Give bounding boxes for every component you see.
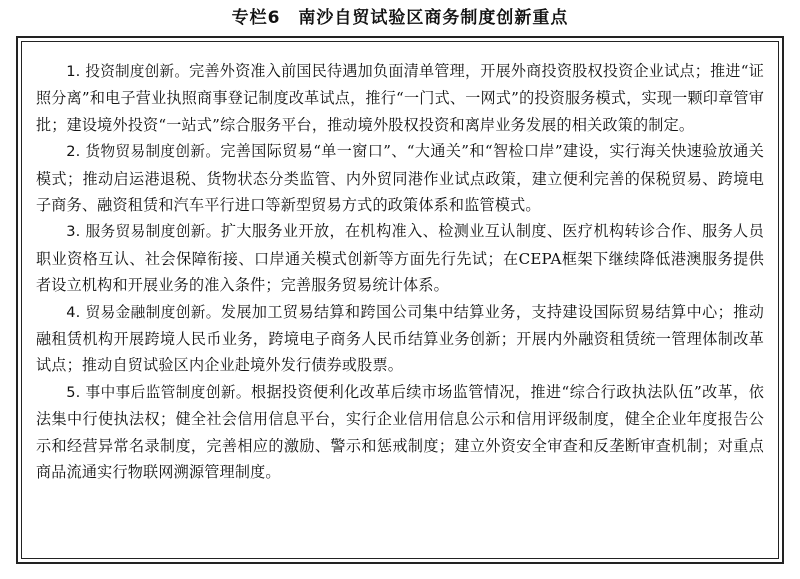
item-trade-finance bbox=[36, 299, 764, 379]
item-service-trade bbox=[36, 218, 764, 298]
item-text: 发展加工贸易结算和跨国公司集中结算业务，支持建设国际贸易结算中心；推动融租赁机构开展跨境人民币业务，跨境电子商务人民币结算业务创新；开展内外融资租赁统一管理体制改革试点；推动自贸试验区内企业赴境外发行债券或股票。 bbox=[36, 302, 764, 375]
item-lead: 4. 贸易金融制度创新。 bbox=[66, 303, 221, 321]
item-lead: 1. 投资制度创新。 bbox=[66, 63, 190, 80]
item-lead: 5. 事中事后监管制度创新。 bbox=[66, 383, 251, 401]
sidebar-box-content bbox=[21, 41, 779, 559]
box-title: 专栏6 南沙自贸试验区商务制度创新重点 bbox=[231, 8, 569, 28]
item-text: 根据投资便利化改革后续市场监管情况，推进“综合行政执法队伍”改革，依法集中行使执法权；健全社会信用信息平台，实行企业信用信息公示和信用评级制度，健全企业年度报告公示和经营异常名录制度，完善相应的激励、警示和惩戒制度；建立外资安全审查和反垄断审查机制；对重点商品流通实行物联网溯源管理制度。 bbox=[36, 382, 764, 482]
item-supervision bbox=[36, 379, 764, 486]
item-text: 完善国际贸易“单一窗口”、“大通关”和“智检口岸”建设，实行海关快速验放通关模式；推动启运港退税、货物状态分类监管、内外贸同港作业试点政策，建立便利完善的保税贸易、跨境电子商务、融资租赁和汽车平行进口等新型贸易方式的政策体系和监管模式。 bbox=[36, 142, 764, 215]
item-lead: 3. 服务贸易制度创新。 bbox=[66, 223, 221, 241]
item-lead: 2. 货物贸易制度创新。 bbox=[66, 143, 221, 161]
item-goods-trade bbox=[36, 138, 764, 218]
item-text: 扩大服务业开放，在机构准入、检测业互认制度、医疗机构转诊合作、服务人员职业资格互认、社会保障衔接、口岸通关模式创新等方面先行先试；在CEPA框架下继续降低港澳服务提供者设立机构和开展业务的准入条件；完善服务贸易统计体系。 bbox=[36, 222, 764, 295]
item-text: 完善外资准入前国民待遇加负面清单管理，开展外商投资股权投资企业试点；推进“证照分离”和电子营业执照商事登记制度改革试点，推行“一门式、一网式”的投资服务模式，实现一颗印章管审批；建设境外投资“一站式”综合服务平台，推动境外股权投资和离岸业务发展的相关政策的制定。 bbox=[36, 62, 764, 134]
sidebar-box bbox=[16, 36, 784, 564]
item-investment bbox=[36, 58, 764, 138]
